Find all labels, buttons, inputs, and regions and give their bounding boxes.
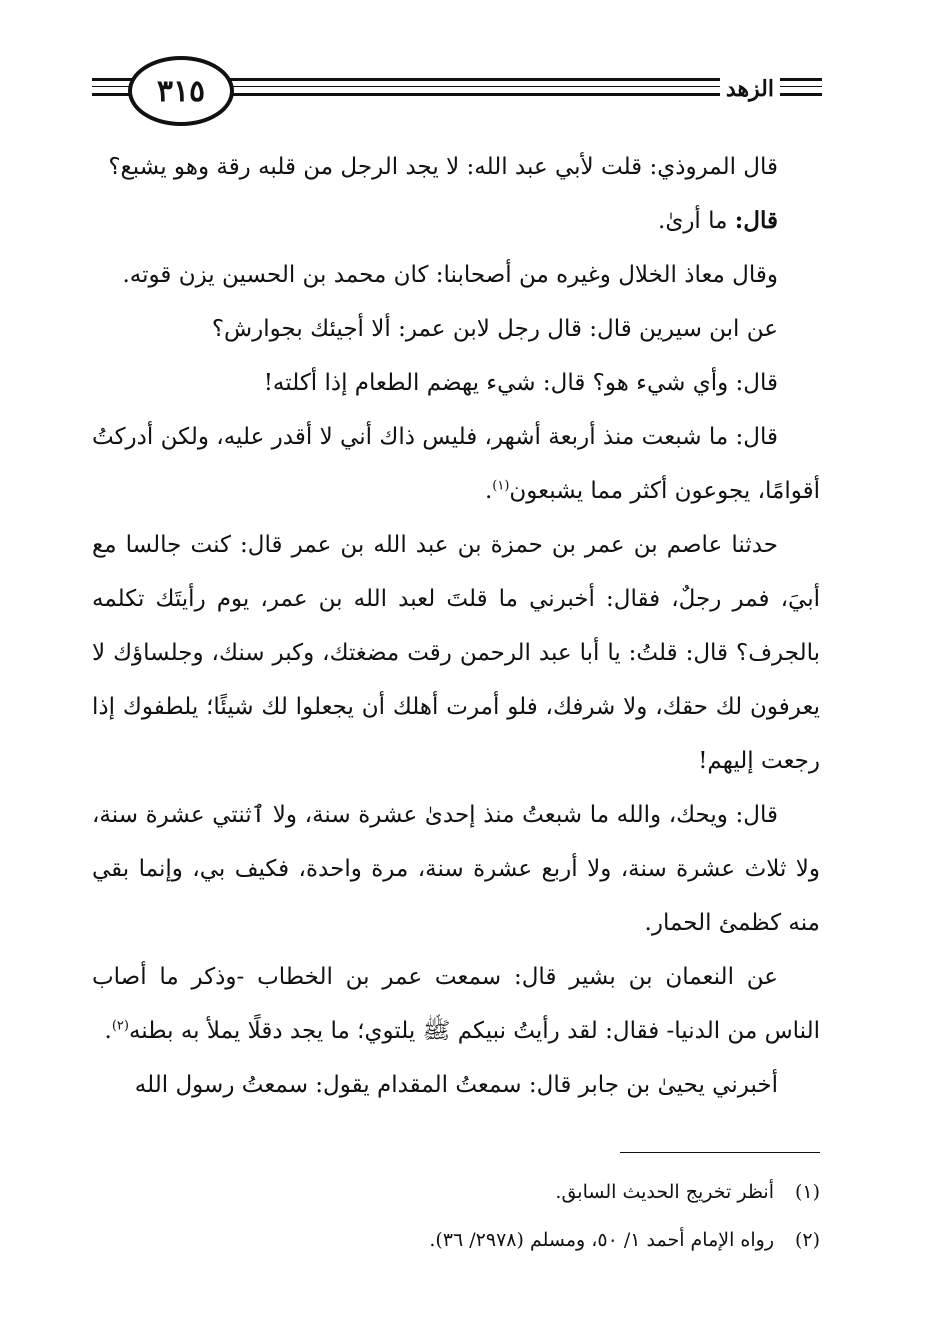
paragraph-text: وقال معاذ الخلال وغيره من أصحابنا: كان محمد بن الحسين يزن قوته. — [122, 262, 778, 288]
footnotes — [100, 1168, 820, 1264]
page-header — [92, 56, 822, 132]
paragraph-text: قال: ما شبعت منذ أربعة أشهر، فليس ذاك أني لا أقدر عليه، ولكن أدركتُ أقوامًا، يجوعون أكثر مما يشبعون — [92, 424, 820, 504]
paragraph — [92, 302, 820, 356]
paragraph — [92, 788, 820, 950]
paragraph-text: عن النعمان بن بشير قال: سمعت عمر بن الخطاب -وذكر ما أصاب الناس من الدنيا- فقال: لقد رأيتُ نبيكم ﷺ يلتوي؛ ما يجد دقلًا يملأ به بطنه — [92, 964, 820, 1044]
paragraph-end: . — [484, 478, 493, 504]
paragraph — [92, 410, 820, 518]
footnote — [100, 1216, 820, 1264]
footnote-marker: (٢) — [111, 1018, 129, 1034]
paragraph-text: قال: ويحك، والله ما شبعتُ منذ إحدىٰ عشرة سنة، ولا ٱثنتي عشرة سنة، ولا ثلاث عشرة سنة، ولا أربع عشرة سنة، مرة واحدة، فكيف بي، وإنما بقي منه كظمئ الحمار. — [92, 802, 820, 936]
paragraph-text: قال: وأي شيء هو؟ قال: شيء يهضم الطعام إذا أكلته! — [263, 370, 778, 396]
footnote-number: (١) — [794, 1181, 820, 1203]
section-title: الزهد — [720, 76, 780, 102]
paragraph — [92, 356, 820, 410]
paragraph — [92, 1058, 820, 1112]
footnote-text: رواه الإمام أحمد ١/ ٥٠، ومسلم (٢٩٧٨/ ٣٦). — [429, 1229, 774, 1251]
paragraph-end: . — [104, 1018, 112, 1044]
page-number: ٣١٥ — [128, 56, 234, 126]
footnote-marker: (١) — [492, 478, 510, 494]
paragraph — [92, 140, 820, 194]
paragraph-text: قال المروذي: قلت لأبي عبد الله: لا يجد الرجل من قلبه رقة وهو يشبع؟ — [108, 154, 778, 180]
footnote-number: (٢) — [794, 1229, 820, 1251]
main-text — [92, 140, 820, 1112]
paragraph-text: أخبرني يحيىٰ بن جابر قال: سمعتُ المقدام يقول: سمعتُ رسول الله — [134, 1072, 778, 1098]
paragraph — [92, 248, 820, 302]
paragraph — [92, 950, 820, 1058]
footnote-divider — [620, 1152, 820, 1153]
paragraph — [92, 518, 820, 788]
footnote-text: أنظر تخريج الحديث السابق. — [555, 1181, 774, 1203]
paragraph-text: عن ابن سيرين قال: قال رجل لابن عمر: ألا أجيئك بجوارش؟ — [211, 316, 778, 342]
footnote — [100, 1168, 820, 1216]
speaker-label: قال: — [734, 207, 778, 234]
paragraph-text: ما أرىٰ. — [658, 208, 735, 234]
paragraph-text: حدثنا عاصم بن عمر بن حمزة بن عبد الله بن عمر قال: كنت جالسا مع أبيَ، فمر رجلٌ، فقال: أخبرني ما قلتَ لعبد الله بن عمر، يوم رأيتَك تكلمه بالجرف؟ قال: قلتُ: يا أبا عبد الرحمن رقت مضغتك، وكبر سنك، وجلساؤك لا يعرفون لك حقك، ولا شرفك، فلو أمرت أهلك أن يجعلوا لك شيئًا؛ يلطفوك إذا رجعت إليهم! — [92, 532, 820, 774]
paragraph — [92, 194, 820, 248]
